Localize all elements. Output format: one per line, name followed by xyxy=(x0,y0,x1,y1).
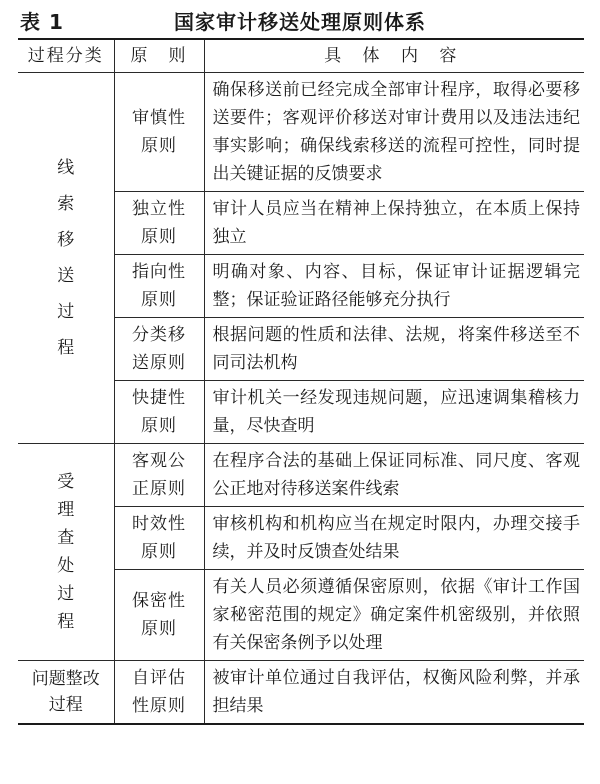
content-cell: 审计机关一经发现违规问题，应迅速调集稽核力量，尽快查明 xyxy=(204,381,584,444)
content-cell: 明确对象、内容、目标，保证审计证据逻辑完整；保证验证路径能够充分执行 xyxy=(204,255,584,318)
content-cell: 有关人员必须遵循保密原则，依据《审计工作国家秘密范围的规定》确定案件机密级别，并依照有关保密条例予以处理 xyxy=(204,570,584,661)
content-cell: 确保移送前已经完成全部审计程序，取得必要移送要件；客观评价移送对审计费用以及违法违纪事实影响；确保线索移送的流程可控性，同时提出关键证据的反馈要求 xyxy=(204,73,584,192)
category-cell xyxy=(18,444,114,661)
principle-cell: 时效性原则 xyxy=(114,507,204,570)
table-number: 表 1 xyxy=(20,10,64,34)
header-row xyxy=(18,39,584,73)
principle-cell: 分类移送原则 xyxy=(114,318,204,381)
content-cell: 审计人员应当在精神上保持独立，在本质上保持独立 xyxy=(204,192,584,255)
principle-cell: 快捷性原则 xyxy=(114,381,204,444)
principle-cell: 自评估性原则 xyxy=(114,661,204,725)
category-cell xyxy=(18,73,114,444)
principle-cell: 保密性原则 xyxy=(114,570,204,661)
content-cell: 审核机构和机构应当在规定时限内，办理交接手续，并及时反馈查处结果 xyxy=(204,507,584,570)
principle-cell: 客观公正原则 xyxy=(114,444,204,507)
principles-table xyxy=(18,38,584,725)
table-row xyxy=(18,661,584,725)
category-label: 线索移送过程 xyxy=(57,158,75,358)
table-row xyxy=(18,73,584,192)
category-label: 受理查处过程 xyxy=(57,472,75,632)
table-row xyxy=(18,444,584,507)
table-title: 国家审计移送处理原则体系 xyxy=(174,10,426,34)
principle-cell: 指向性原则 xyxy=(114,255,204,318)
principle-cell: 审慎性原则 xyxy=(114,73,204,192)
header-category: 过程分类 xyxy=(18,39,114,73)
table-caption xyxy=(0,0,600,36)
category-cell xyxy=(18,661,114,725)
header-content: 具 体 内 容 xyxy=(204,39,584,73)
content-cell: 在程序合法的基础上保证同标准、同尺度、客观公正地对待移送案件线索 xyxy=(204,444,584,507)
header-principle: 原 则 xyxy=(114,39,204,73)
principle-cell: 独立性原则 xyxy=(114,192,204,255)
category-label: 问题整改过程 xyxy=(31,668,100,715)
content-cell: 被审计单位通过自我评估，权衡风险利弊，并承担结果 xyxy=(204,661,584,725)
content-cell: 根据问题的性质和法律、法规，将案件移送至不同司法机构 xyxy=(204,318,584,381)
